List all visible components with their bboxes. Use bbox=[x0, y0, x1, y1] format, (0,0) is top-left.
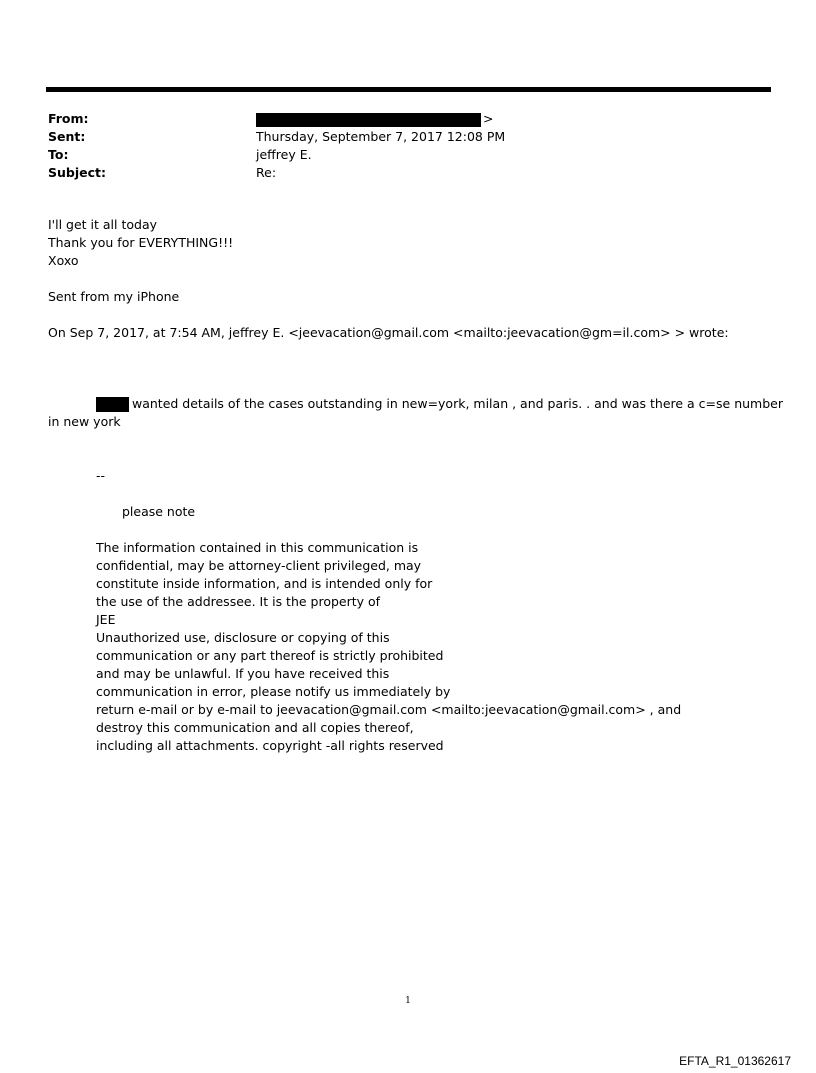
from-label: From: bbox=[48, 111, 89, 126]
disclaimer-line: communication or any part thereof is strictly prohibited bbox=[96, 648, 444, 663]
disclaimer-line: JEE bbox=[96, 612, 116, 627]
quoted-line-1 bbox=[96, 395, 783, 413]
message-body bbox=[48, 216, 233, 270]
disclaimer-line: The information contained in this communication is bbox=[96, 540, 419, 555]
disclaimer-line: communication in error, please notify us immediately by bbox=[96, 684, 451, 699]
redaction-box bbox=[256, 113, 481, 127]
header-rule bbox=[46, 87, 771, 92]
body-line: I'll get it all today bbox=[48, 217, 158, 232]
page-number: 1 bbox=[405, 996, 411, 1006]
please-note: please note bbox=[122, 504, 196, 519]
disclaimer-line: destroy this communication and all copies thereof, bbox=[96, 720, 414, 735]
disclaimer-line: constitute inside information, and is intended only for bbox=[96, 576, 433, 591]
signature-separator: -- bbox=[96, 468, 106, 483]
disclaimer-line: and may be unlawful. If you have received this bbox=[96, 666, 390, 681]
from-value bbox=[256, 110, 493, 128]
disclaimer bbox=[96, 539, 681, 755]
sent-from-signature: Sent from my iPhone bbox=[48, 289, 180, 304]
sent-value: Thursday, September 7, 2017 12:08 PM bbox=[256, 129, 506, 144]
quote-intro: On Sep 7, 2017, at 7:54 AM, jeffrey E. <jeevacation@gmail.com <mailto:jeevacation@gm=il.com> > wrote: bbox=[48, 325, 729, 340]
disclaimer-line: the use of the addressee. It is the property of bbox=[96, 594, 381, 609]
to-label: To: bbox=[48, 147, 69, 162]
disclaimer-line: including all attachments. copyright -all rights reserved bbox=[96, 738, 444, 753]
to-value: jeffrey E. bbox=[256, 147, 312, 162]
quoted-text: wanted details of the cases outstanding in new=york, milan , and paris. . and was there a c=se number bbox=[132, 396, 783, 411]
from-suffix: > bbox=[483, 111, 494, 126]
disclaimer-line: confidential, may be attorney-client privileged, may bbox=[96, 558, 422, 573]
body-line: Thank you for EVERYTHING!!! bbox=[48, 235, 234, 250]
disclaimer-line: Unauthorized use, disclosure or copying of this bbox=[96, 630, 390, 645]
subject-label: Subject: bbox=[48, 165, 106, 180]
disclaimer-line: return e-mail or by e-mail to jeevacation@gmail.com <mailto:jeevacation@gmail.com> , and bbox=[96, 702, 682, 717]
bates-number: EFTA_R1_01362617 bbox=[679, 1054, 791, 1068]
quoted-line-2: in new york bbox=[48, 414, 121, 429]
subject-value: Re: bbox=[256, 165, 277, 180]
redaction-box bbox=[96, 397, 129, 412]
body-line: Xoxo bbox=[48, 253, 79, 268]
sent-label: Sent: bbox=[48, 129, 86, 144]
